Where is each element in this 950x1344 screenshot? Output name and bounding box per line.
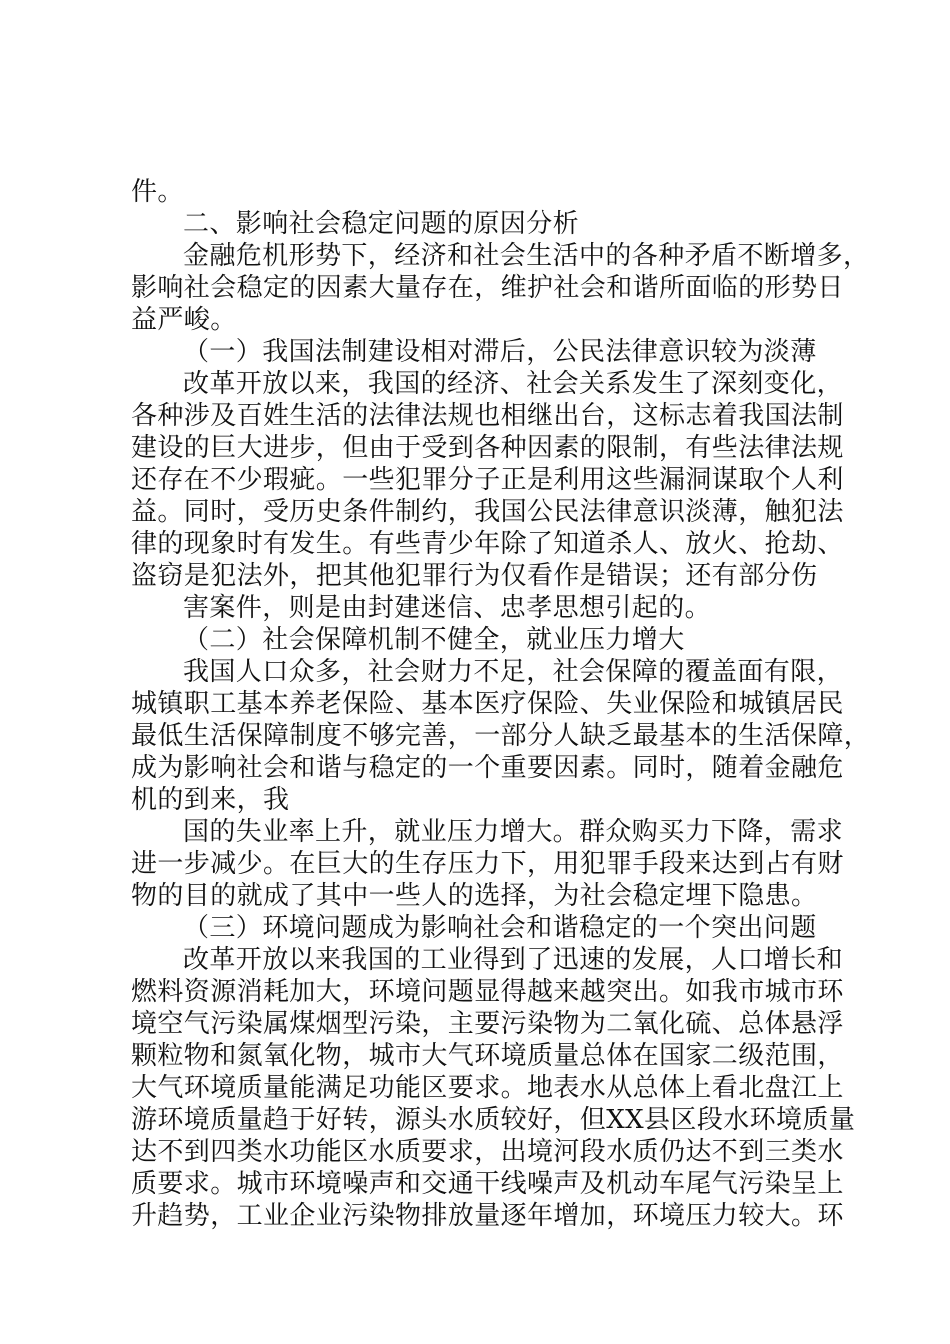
text-line: 改革开放以来我国的工业得到了迅速的发展，人口增长和 — [183, 945, 844, 975]
text-line: 质要求。城市环境噪声和交通干线噪声及机动车尾气污染呈上 — [131, 1169, 844, 1199]
text-line: 还存在不少瑕疵。一些犯罪分子正是利用这些漏洞谋取个人利 — [131, 465, 844, 495]
text-line: 害案件，则是由封建迷信、忠孝思想引起的。 — [183, 593, 712, 623]
text-line: 金融危机形势下，经济和社会生活中的各种矛盾不断增多， — [183, 241, 870, 271]
text-line: 盗窃是犯法外，把其他犯罪行为仅看作是错误；还有部分伤 — [131, 561, 818, 591]
text-line: 游环境质量趋于好转，源头水质较好，但XX县区段水环境质量 — [131, 1105, 856, 1135]
text-line: 最低生活保障制度不够完善，一部分人缺乏最基本的生活保障， — [131, 721, 871, 751]
text-line: 律的现象时有发生。有些青少年除了知道杀人、放火、抢劫、 — [131, 529, 844, 559]
text-line: 大气环境质量能满足功能区要求。地表水从总体上看北盘江上 — [131, 1073, 844, 1103]
text-line: 燃料资源消耗加大，环境问题显得越来越突出。如我市城市环 — [131, 977, 844, 1007]
text-line: 益。同时，受历史条件制约，我国公民法律意识淡薄，触犯法 — [131, 497, 844, 527]
subsection-heading: （三）环境问题成为影响社会和谐稳定的一个突出问题 — [183, 913, 817, 943]
text-line: 城镇职工基本养老保险、基本医疗保险、失业保险和城镇居民 — [131, 689, 844, 719]
text-line: 国的失业率上升，就业压力增大。群众购买力下降，需求 — [183, 817, 844, 847]
text-line: 进一步减少。在巨大的生存压力下，用犯罪手段来达到占有财 — [131, 849, 844, 879]
subsection-heading: （一）我国法制建设相对滞后，公民法律意识较为淡薄 — [183, 337, 817, 367]
text-line: 机的到来，我 — [131, 785, 290, 815]
text-line: 成为影响社会和谐与稳定的一个重要因素。同时，随着金融危 — [131, 753, 844, 783]
text-line: 影响社会稳定的因素大量存在，维护社会和谐所面临的形势日 — [131, 273, 844, 303]
text-line: 物的目的就成了其中一些人的选择，为社会稳定埋下隐患。 — [131, 881, 818, 911]
text-line: 益严峻。 — [131, 305, 237, 335]
text-line: 我国人口众多，社会财力不足，社会保障的覆盖面有限， — [183, 657, 844, 687]
text-line: 各种涉及百姓生活的法律法规也相继出台，这标志着我国法制 — [131, 401, 844, 431]
text-line: 颗粒物和氮氧化物，城市大气环境质量总体在国家二级范围， — [131, 1041, 844, 1071]
text-line: 建设的巨大进步，但由于受到各种因素的限制，有些法律法规 — [131, 433, 844, 463]
text-line: 改革开放以来，我国的经济、社会关系发生了深刻变化， — [183, 369, 844, 399]
text-line: 件。 — [131, 177, 184, 207]
text-line: 境空气污染属煤烟型污染，主要污染物为二氧化硫、总体悬浮 — [131, 1009, 844, 1039]
text-line: 升趋势，工业企业污染物排放量逐年增加，环境压力较大。环 — [131, 1201, 844, 1231]
text-line: 达不到四类水功能区水质要求，出境河段水质仍达不到三类水 — [131, 1137, 844, 1167]
section-heading: 二、影响社会稳定问题的原因分析 — [183, 209, 580, 239]
subsection-heading: （二）社会保障机制不健全，就业压力增大 — [183, 625, 685, 655]
